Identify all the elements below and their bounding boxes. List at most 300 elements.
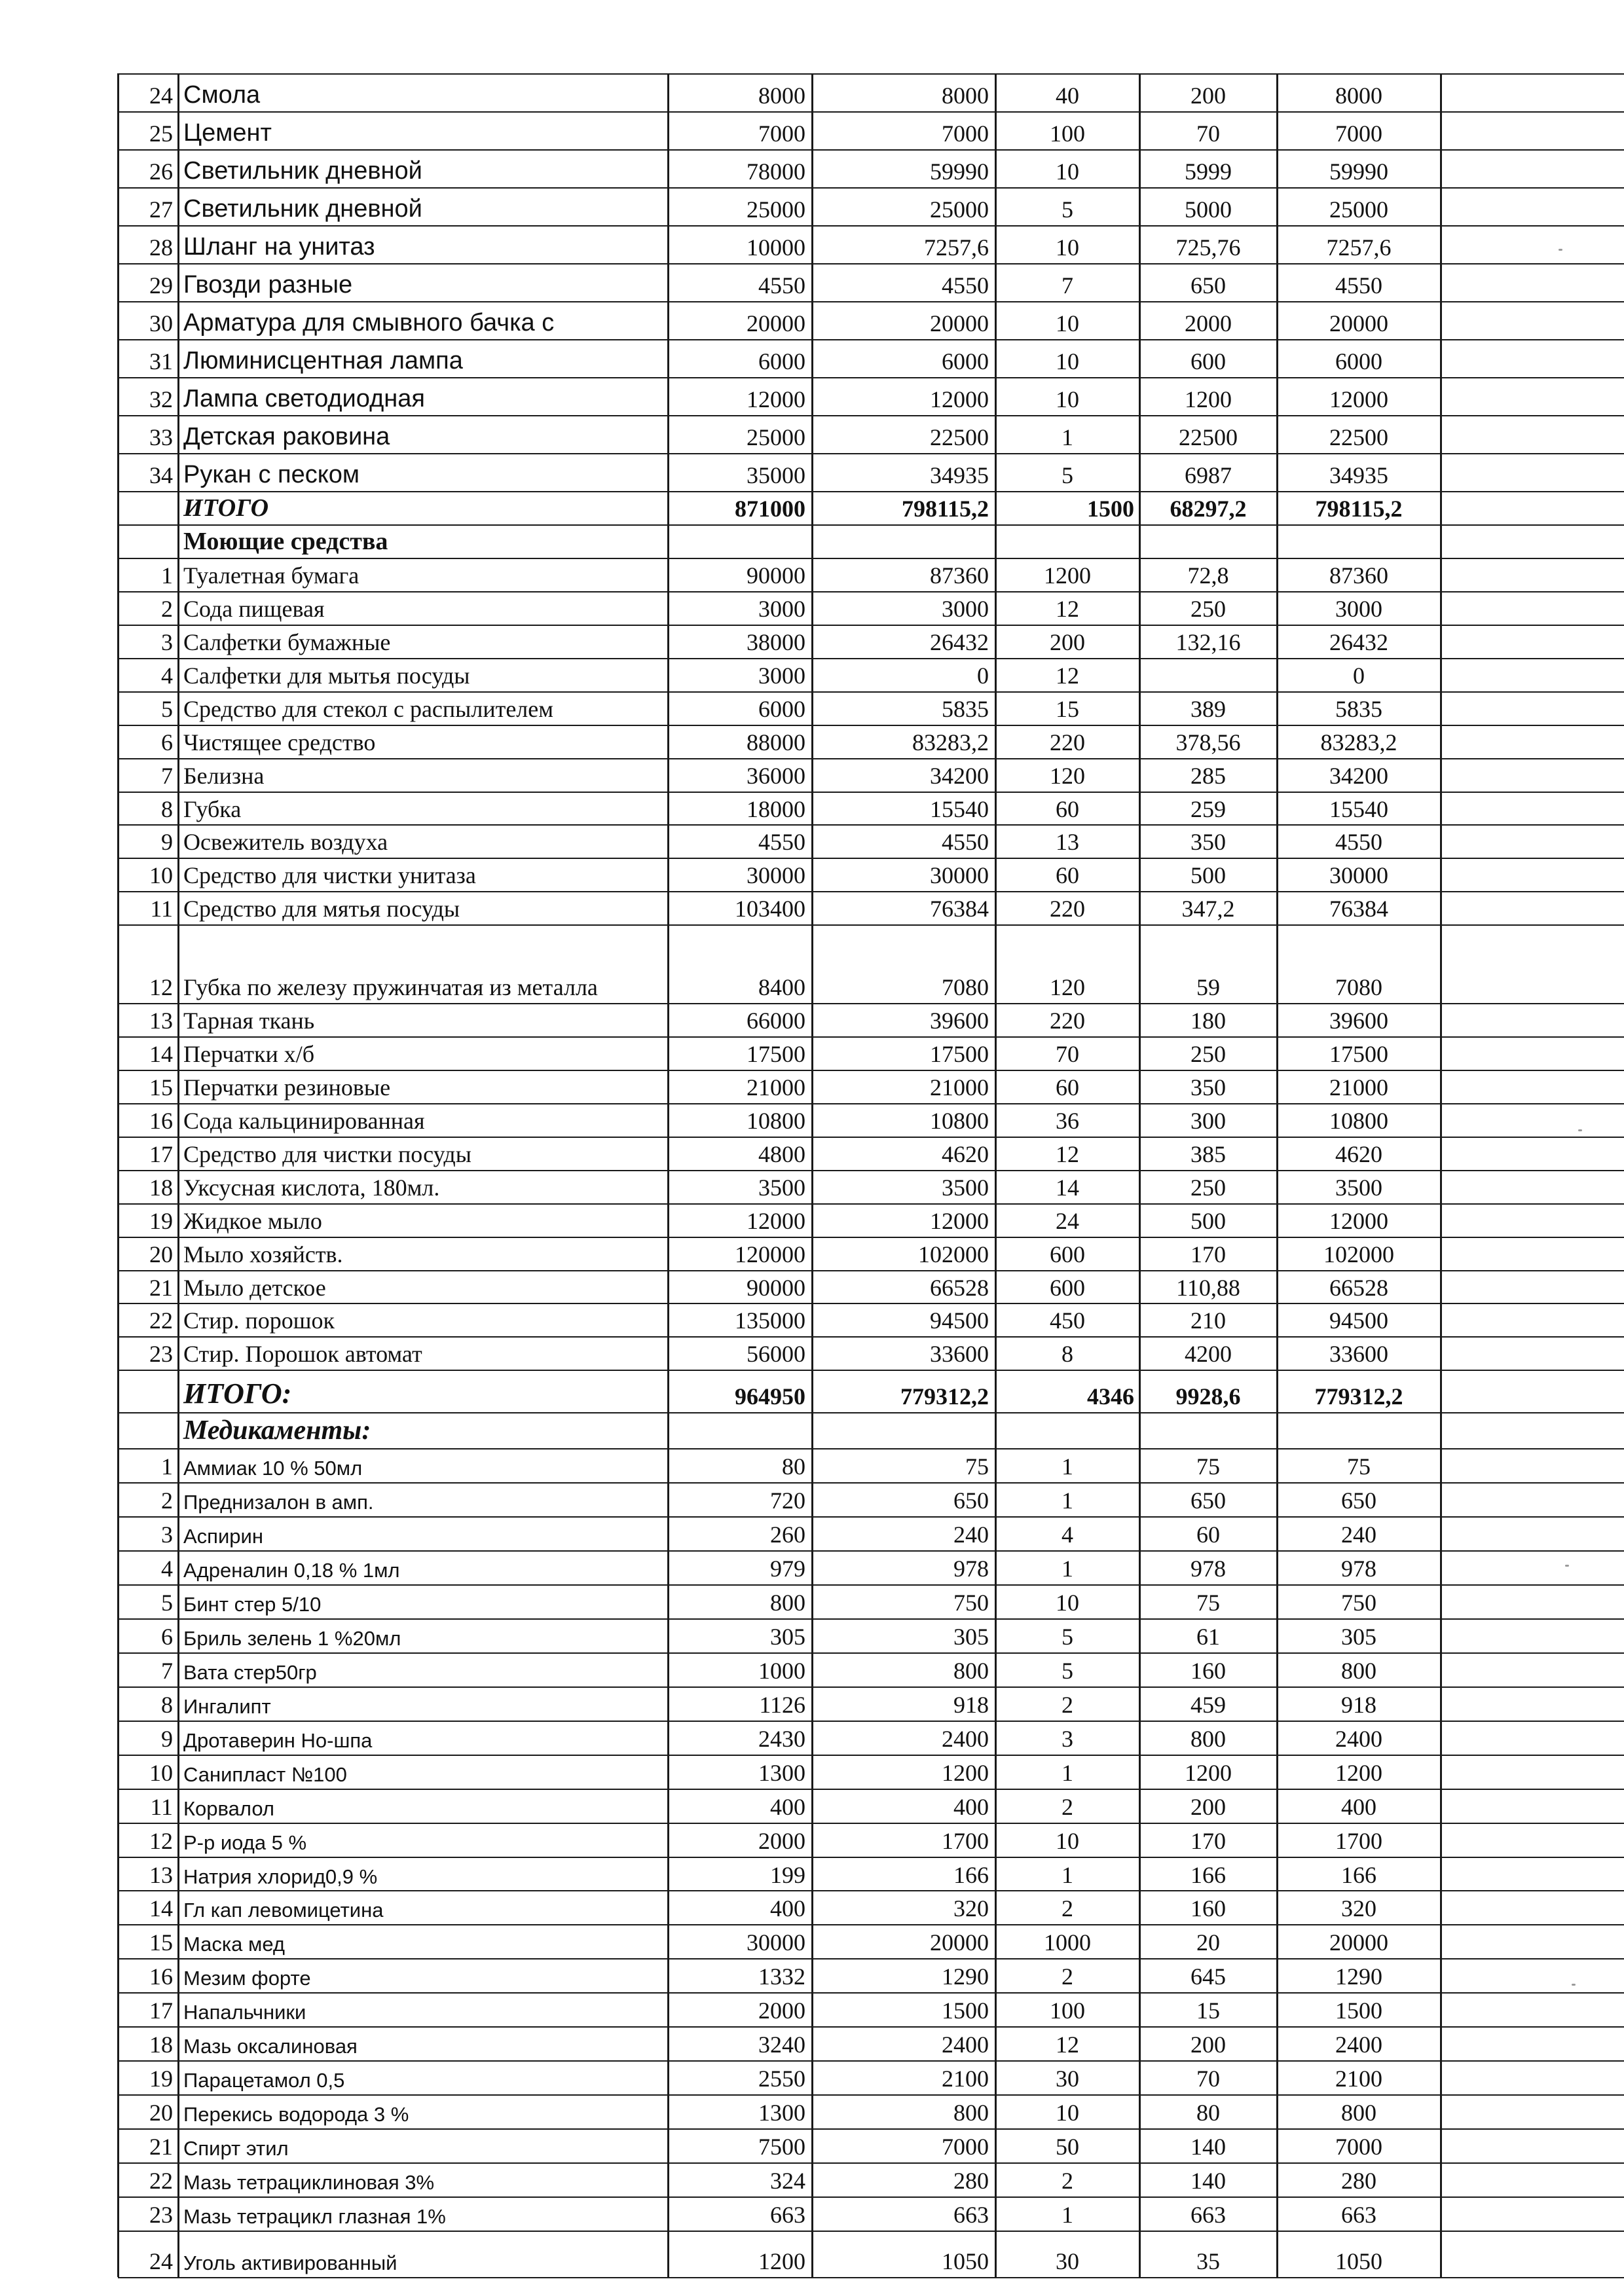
price-cell: 70	[1196, 2066, 1220, 2092]
value-cell: 17500	[930, 1041, 989, 1067]
column-rule	[995, 73, 997, 2277]
quantity-cell: 70	[1056, 1041, 1079, 1067]
value-cell: 5835	[942, 696, 989, 722]
value-cell: 2100	[1335, 2066, 1382, 2092]
value-cell: 2550	[758, 2066, 805, 2092]
price-cell: 500	[1190, 862, 1226, 888]
price-cell: 75	[1196, 1590, 1220, 1616]
item-name: Сода пищевая	[183, 596, 325, 622]
quantity-cell: 10	[1056, 158, 1079, 185]
row-number: 14	[149, 1041, 173, 1067]
value-cell: 8400	[758, 974, 805, 1000]
price-cell: 140	[1190, 2134, 1226, 2160]
row-number: 19	[149, 2066, 173, 2092]
price-cell: 650	[1190, 272, 1226, 299]
quantity-cell: 200	[1050, 629, 1085, 655]
quantity-cell: 12	[1056, 596, 1079, 622]
quantity-cell: 3	[1061, 1726, 1073, 1752]
value-cell: 33600	[930, 1341, 989, 1367]
total-value: 1500	[1087, 496, 1134, 522]
row-number: 3	[161, 629, 173, 655]
value-cell: 102000	[918, 1241, 989, 1267]
value-cell: 400	[770, 1794, 805, 1820]
price-cell: 389	[1190, 696, 1226, 722]
value-cell: 3500	[942, 1175, 989, 1201]
item-name: Парацетамол 0,5	[183, 2069, 345, 2092]
price-cell	[1139, 658, 1277, 691]
price-cell: 800	[1190, 1726, 1226, 1752]
row-number: 9	[161, 1726, 173, 1752]
quantity-cell: 1	[1061, 424, 1073, 450]
item-name: Аспирин	[183, 1525, 263, 1548]
row-number: 22	[149, 2168, 173, 2194]
value-cell: 59990	[1329, 158, 1388, 185]
item-name: Губка	[183, 796, 242, 822]
quantity-cell: 10	[1056, 310, 1079, 337]
total-label: ИТОГО:	[183, 1377, 292, 1410]
row-number: 20	[149, 2100, 173, 2126]
value-cell: 2400	[942, 2032, 989, 2058]
value-cell: 39600	[1329, 1008, 1388, 1034]
price-cell: 250	[1190, 1175, 1226, 1201]
quantity-cell: 100	[1050, 1997, 1085, 2024]
quantity-cell: 2	[1061, 1963, 1073, 1990]
item-name: Гл кап левомицетина	[183, 1899, 384, 1922]
value-cell: 26432	[930, 629, 989, 655]
item-name: Мазь оксалиновая	[183, 2035, 358, 2058]
price-cell: 650	[1190, 1487, 1226, 1514]
row-number: 5	[161, 696, 173, 722]
value-cell: 4620	[942, 1141, 989, 1167]
value-cell: 10800	[930, 1108, 989, 1134]
item-name: Губка по железу пружинчатая из металла	[183, 974, 598, 1000]
item-name: Дротаверин Но-шпа	[183, 1729, 373, 1752]
value-cell: 103400	[735, 896, 805, 922]
value-cell: 30000	[747, 862, 805, 888]
row-number: 15	[149, 1929, 173, 1956]
value-cell: 15540	[930, 796, 989, 822]
value-cell: 25000	[747, 196, 805, 223]
item-name: Адреналин 0,18 % 1мл	[183, 1559, 400, 1582]
row-number: 23	[149, 2202, 173, 2228]
value-cell: 120000	[735, 1241, 805, 1267]
price-cell: 978	[1190, 1556, 1226, 1582]
value-cell: 800	[953, 2100, 989, 2126]
value-cell: 4550	[758, 829, 805, 855]
total-value: 4346	[1087, 1383, 1134, 1410]
value-cell: 7000	[758, 120, 805, 147]
value-cell: 7000	[942, 120, 989, 147]
value-cell: 650	[953, 1487, 989, 1514]
row-number: 24	[149, 2248, 173, 2274]
price-cell: 132,16	[1175, 629, 1241, 655]
column-rule	[1276, 73, 1278, 2277]
column-rule	[811, 73, 813, 2277]
value-cell: 17500	[1329, 1041, 1388, 1067]
value-cell: 4550	[942, 829, 989, 855]
row-number: 14	[149, 1895, 173, 1922]
price-cell: 250	[1190, 1041, 1226, 1067]
value-cell: 280	[953, 2168, 989, 2194]
value-cell: 918	[1341, 1692, 1376, 1718]
value-cell: 1200	[758, 2248, 805, 2274]
quantity-cell: 220	[1050, 729, 1085, 756]
total-value: 798115,2	[901, 496, 989, 522]
price-cell: 72,8	[1187, 562, 1229, 589]
value-cell: 1050	[1335, 2248, 1382, 2274]
value-cell: 34935	[1329, 462, 1388, 488]
value-cell: 94500	[1329, 1307, 1388, 1334]
value-cell: 15540	[1329, 796, 1388, 822]
section-title: Моющие средства	[183, 528, 388, 555]
quantity-cell: 2	[1061, 1692, 1073, 1718]
value-cell: 1200	[1335, 1760, 1382, 1786]
row-number: 29	[149, 272, 173, 299]
price-cell: 5000	[1185, 196, 1232, 223]
column-rule	[1139, 73, 1141, 2277]
value-cell: 2000	[758, 1997, 805, 2024]
quantity-cell: 30	[1056, 2248, 1079, 2274]
value-cell: 94500	[930, 1307, 989, 1334]
value-cell: 34935	[930, 462, 989, 488]
item-name: Ингалипт	[183, 1695, 271, 1718]
value-cell: 20000	[747, 310, 805, 337]
value-cell: 102000	[1323, 1241, 1394, 1267]
value-cell: 3000	[758, 596, 805, 622]
quantity-cell: 1000	[1044, 1929, 1091, 1956]
row-number: 32	[149, 386, 173, 412]
price-cell: 300	[1190, 1108, 1226, 1134]
value-cell: 87360	[1329, 562, 1388, 589]
value-cell: 35000	[747, 462, 805, 488]
quantity-cell: 2	[1061, 2168, 1073, 2194]
item-name: Мыло хозяйств.	[183, 1241, 343, 1267]
item-name: Детская раковина	[183, 423, 390, 450]
value-cell: 4550	[1335, 829, 1382, 855]
value-cell: 800	[1341, 2100, 1376, 2126]
value-cell: 979	[770, 1556, 805, 1582]
quantity-cell: 2	[1061, 1794, 1073, 1820]
value-cell: 30000	[747, 1929, 805, 1956]
row-number: 8	[161, 796, 173, 822]
value-cell: 18000	[747, 796, 805, 822]
value-cell: 5835	[1335, 696, 1382, 722]
price-cell: 200	[1190, 1794, 1226, 1820]
item-name: Лампа светодиодная	[183, 385, 425, 412]
item-name: Напальчники	[183, 2001, 306, 2024]
row-number: 1	[161, 1453, 173, 1480]
quantity-cell: 1	[1061, 1487, 1073, 1514]
row-number: 34	[149, 462, 173, 488]
value-cell: 90000	[747, 1275, 805, 1301]
item-name: Перчатки х/б	[183, 1041, 315, 1067]
row-number: 2	[161, 1487, 173, 1514]
row-number: 20	[149, 1241, 173, 1267]
value-cell: 260	[770, 1522, 805, 1548]
quantity-cell: 13	[1056, 829, 1079, 855]
value-cell: 166	[953, 1862, 989, 1888]
quantity-cell: 5	[1061, 1624, 1073, 1650]
row-number: 6	[161, 1624, 173, 1650]
value-cell: 1290	[942, 1963, 989, 1990]
price-cell: 6987	[1185, 462, 1232, 488]
quantity-cell: 220	[1050, 896, 1085, 922]
item-name: Бриль зелень 1 %20мл	[183, 1627, 401, 1650]
value-cell: 90000	[747, 562, 805, 589]
value-cell: 3000	[942, 596, 989, 622]
value-cell: 20000	[930, 1929, 989, 1956]
item-name: Белизна	[183, 763, 265, 789]
quantity-cell: 100	[1050, 120, 1085, 147]
quantity-cell: 60	[1056, 796, 1079, 822]
item-name: Смола	[183, 81, 261, 109]
value-cell: 22500	[1329, 424, 1388, 450]
item-name: Средство для чистки унитаза	[183, 862, 476, 888]
value-cell: 1126	[759, 1692, 805, 1718]
value-cell: 240	[1341, 1522, 1376, 1548]
item-name: Мазь тетрацикл глазная 1%	[183, 2205, 446, 2228]
item-name: Светильник дневной	[183, 157, 422, 185]
item-name: Чистящее средство	[183, 729, 376, 756]
row-number: 22	[149, 1307, 173, 1334]
value-cell: 324	[770, 2168, 805, 2194]
value-cell: 25000	[930, 196, 989, 223]
value-cell: 4550	[942, 272, 989, 299]
total-value: 798115,2	[1315, 496, 1403, 522]
item-name: Перекись водорода 3 %	[183, 2103, 409, 2126]
value-cell: 7080	[1335, 974, 1382, 1000]
scan-speck	[1572, 1984, 1576, 1986]
value-cell: 21000	[1329, 1074, 1388, 1101]
price-cell: 663	[1190, 2202, 1226, 2228]
item-name: Рукан с песком	[183, 461, 360, 488]
value-cell: 12000	[1329, 1208, 1388, 1234]
item-name: Салфетки для мытья посуды	[183, 663, 470, 689]
quantity-cell: 5	[1061, 1658, 1073, 1684]
value-cell: 166	[1341, 1862, 1376, 1888]
scan-speck	[1565, 1565, 1569, 1567]
quantity-cell: 60	[1056, 1074, 1079, 1101]
row-number: 24	[149, 82, 173, 109]
item-name: Сода кальцинированная	[183, 1108, 425, 1134]
price-cell: 600	[1190, 348, 1226, 374]
scan-speck	[1559, 249, 1562, 251]
item-name: Маска мед	[183, 1933, 285, 1956]
value-cell: 400	[953, 1794, 989, 1820]
row-number: 19	[149, 1208, 173, 1234]
price-cell: 1200	[1185, 386, 1232, 412]
item-name: Освежитель воздуха	[183, 829, 388, 855]
value-cell: 30000	[930, 862, 989, 888]
row-number: 27	[149, 196, 173, 223]
item-name: Натрия хлорид0,9 %	[183, 1865, 378, 1888]
value-cell: 800	[953, 1658, 989, 1684]
value-cell: 66528	[930, 1275, 989, 1301]
value-cell: 10800	[1329, 1108, 1388, 1134]
price-cell: 166	[1190, 1862, 1226, 1888]
value-cell: 800	[1341, 1658, 1376, 1684]
row-number: 11	[150, 1794, 173, 1820]
price-cell: 70	[1196, 120, 1220, 147]
price-cell: 110,88	[1176, 1275, 1240, 1301]
row-number: 18	[149, 2032, 173, 2058]
quantity-cell: 24	[1056, 1208, 1079, 1234]
quantity-cell: 8	[1061, 1341, 1073, 1367]
row-number: 4	[161, 1556, 173, 1582]
value-cell: 76384	[1329, 896, 1388, 922]
row-number: 21	[149, 1275, 173, 1301]
item-name: Мыло детское	[183, 1275, 326, 1301]
item-name: Уголь активированный	[183, 2251, 397, 2274]
value-cell: 12000	[930, 1208, 989, 1234]
price-cell: 22500	[1179, 424, 1238, 450]
item-name: Люминисцентная лампа	[183, 347, 463, 374]
price-cell: 259	[1190, 796, 1226, 822]
price-cell: 725,76	[1175, 234, 1241, 261]
value-cell: 30000	[1329, 862, 1388, 888]
quantity-cell: 5	[1061, 462, 1073, 488]
price-cell: 61	[1196, 1624, 1220, 1650]
row-number: 13	[149, 1862, 173, 1888]
scan-speck	[1578, 1129, 1582, 1131]
value-cell: 8000	[758, 82, 805, 109]
quantity-cell: 2	[1061, 1895, 1073, 1922]
value-cell: 663	[953, 2202, 989, 2228]
value-cell: 59990	[930, 158, 989, 185]
value-cell: 25000	[747, 424, 805, 450]
value-cell: 33600	[1329, 1341, 1388, 1367]
value-cell: 6000	[1335, 348, 1382, 374]
item-name: Мазь тетрациклиновая 3%	[183, 2171, 435, 2194]
value-cell: 3000	[1335, 596, 1382, 622]
value-cell: 320	[1341, 1895, 1376, 1922]
row-number: 3	[161, 1522, 173, 1548]
value-cell: 7000	[1335, 2134, 1382, 2160]
value-cell: 663	[1341, 2202, 1376, 2228]
total-value: 68297,2	[1170, 496, 1247, 522]
quantity-cell: 12	[1056, 1141, 1079, 1167]
quantity-cell: 12	[1056, 2032, 1079, 2058]
value-cell: 4800	[758, 1141, 805, 1167]
price-cell: 35	[1196, 2248, 1220, 2274]
row-number: 12	[149, 1828, 173, 1854]
price-cell: 170	[1190, 1828, 1226, 1854]
quantity-cell: 14	[1056, 1175, 1079, 1201]
column-rule	[667, 73, 669, 2277]
row-number: 15	[149, 1074, 173, 1101]
value-cell: 75	[965, 1453, 989, 1480]
value-cell: 1700	[1335, 1828, 1382, 1854]
value-cell: 3500	[1335, 1175, 1382, 1201]
value-cell: 12000	[1329, 386, 1388, 412]
quantity-cell: 10	[1056, 386, 1079, 412]
value-cell: 3240	[758, 2032, 805, 2058]
total-label: ИТОГО	[183, 494, 269, 522]
value-cell: 7080	[942, 974, 989, 1000]
row-number: 9	[161, 829, 173, 855]
row-number: 33	[149, 424, 173, 450]
price-cell: 350	[1190, 1074, 1226, 1101]
item-name: Бинт стер 5/10	[183, 1593, 322, 1616]
quantity-cell: 600	[1050, 1275, 1085, 1301]
value-cell: 1300	[758, 2100, 805, 2126]
value-cell: 4550	[1335, 272, 1382, 299]
price-cell: 200	[1190, 82, 1226, 109]
value-cell: 2400	[942, 1726, 989, 1752]
row-number: 12	[149, 974, 173, 1000]
price-cell: 160	[1190, 1895, 1226, 1922]
item-name: Перчатки резиновые	[183, 1074, 391, 1101]
value-cell: 800	[770, 1590, 805, 1616]
item-name: Мезим форте	[183, 1967, 311, 1990]
item-name: Тарная ткань	[183, 1008, 315, 1034]
value-cell: 199	[770, 1862, 805, 1888]
value-cell: 66528	[1329, 1275, 1388, 1301]
value-cell: 3500	[758, 1175, 805, 1201]
quantity-cell: 10	[1056, 234, 1079, 261]
value-cell: 1300	[758, 1760, 805, 1786]
row-number: 13	[149, 1008, 173, 1034]
value-cell: 1500	[1335, 1997, 1382, 2024]
value-cell: 750	[1341, 1590, 1376, 1616]
item-name: Гвозди разные	[183, 271, 353, 299]
item-name: Стир. Порошок автомат	[183, 1341, 422, 1367]
total-value: 779312,2	[1314, 1383, 1403, 1410]
value-cell: 3000	[758, 663, 805, 689]
value-cell: 2400	[1335, 2032, 1382, 2058]
quantity-cell: 10	[1056, 1590, 1079, 1616]
quantity-cell: 120	[1050, 974, 1085, 1000]
price-cell: 285	[1190, 763, 1226, 789]
quantity-cell: 220	[1050, 1008, 1085, 1034]
row-number: 7	[161, 1658, 173, 1684]
value-cell: 400	[770, 1895, 805, 1922]
value-cell: 56000	[747, 1341, 805, 1367]
value-cell: 0	[1353, 663, 1365, 689]
price-cell: 75	[1196, 1453, 1220, 1480]
value-cell: 66000	[747, 1008, 805, 1034]
value-cell: 280	[1341, 2168, 1376, 2194]
value-cell: 38000	[747, 629, 805, 655]
quantity-cell: 36	[1056, 1108, 1079, 1134]
row-number: 10	[149, 862, 173, 888]
row-number: 26	[149, 158, 173, 185]
price-cell: 378,56	[1175, 729, 1241, 756]
value-cell: 918	[953, 1692, 989, 1718]
price-cell: 250	[1190, 596, 1226, 622]
price-cell: 210	[1190, 1307, 1226, 1334]
item-name: Жидкое мыло	[183, 1208, 322, 1234]
quantity-cell: 1	[1061, 1760, 1073, 1786]
value-cell: 305	[770, 1624, 805, 1650]
quantity-cell: 60	[1056, 862, 1079, 888]
value-cell: 7257,6	[1326, 234, 1392, 261]
price-cell: 350	[1190, 829, 1226, 855]
value-cell: 1500	[942, 1997, 989, 2024]
value-cell: 17500	[747, 1041, 805, 1067]
value-cell: 8000	[942, 82, 989, 109]
value-cell: 7000	[1335, 120, 1382, 147]
total-value: 779312,2	[900, 1383, 989, 1410]
value-cell: 76384	[930, 896, 989, 922]
quantity-cell: 1	[1061, 1453, 1073, 1480]
price-cell: 15	[1196, 1997, 1220, 2024]
row-number: 7	[161, 763, 173, 789]
row-number: 23	[149, 1341, 173, 1367]
row-number: 6	[161, 729, 173, 756]
item-name: Корвалол	[183, 1797, 274, 1820]
item-name: Салфетки бумажные	[183, 629, 391, 655]
